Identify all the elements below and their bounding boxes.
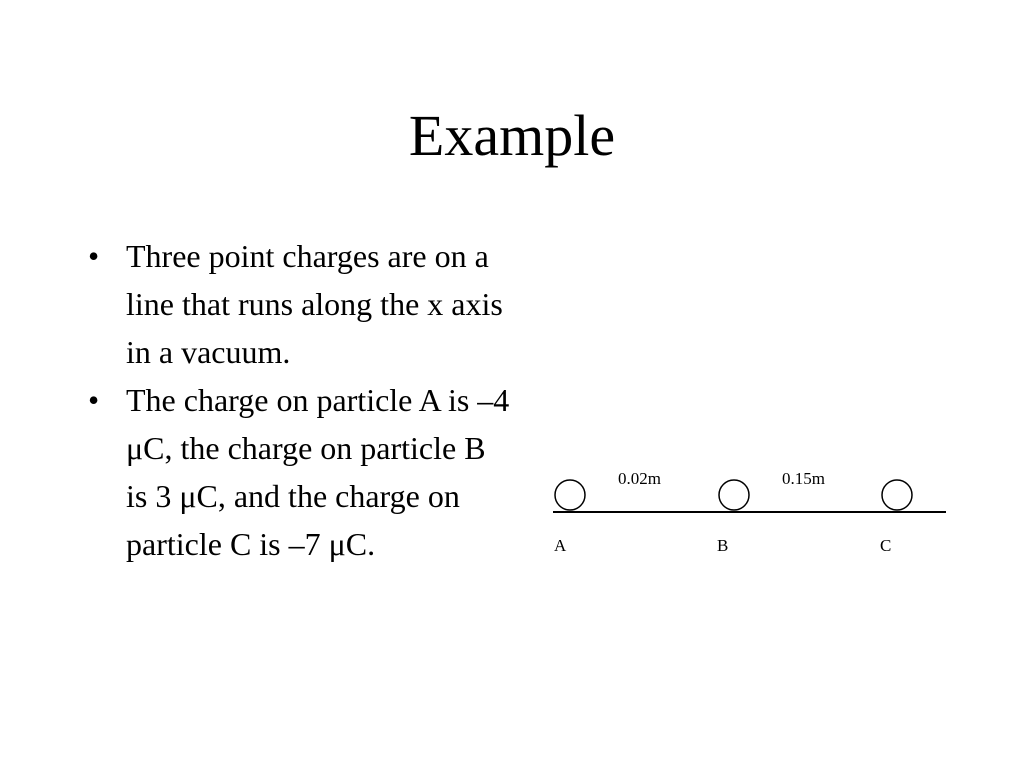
bullet-item xyxy=(80,232,510,376)
distance-ab-label: 0.02m xyxy=(618,469,661,488)
bullet-list xyxy=(80,232,510,568)
particle-c-label: C xyxy=(880,536,892,555)
bullet-text: The charge on particle A is –4 μC, the charge on particle B is 3 μC, and the charge on particle C is –7 μC. xyxy=(126,382,510,562)
bullet-text: Three point charges are on a line that runs along the x axis in a vacuum. xyxy=(126,238,503,370)
charge-diagram xyxy=(548,460,958,575)
bullet-dot: • xyxy=(88,382,100,418)
particle-c-circle xyxy=(882,480,912,510)
particle-b-circle xyxy=(719,480,749,510)
particle-a-circle xyxy=(555,480,585,510)
bullet-item xyxy=(80,376,510,568)
particle-b-label: B xyxy=(717,536,729,555)
particle-a-label: A xyxy=(554,536,567,555)
bullet-dot: • xyxy=(88,238,100,274)
charge-diagram-svg xyxy=(548,460,958,570)
slide-title: Example xyxy=(408,103,616,168)
distance-bc-label: 0.15m xyxy=(782,469,825,488)
